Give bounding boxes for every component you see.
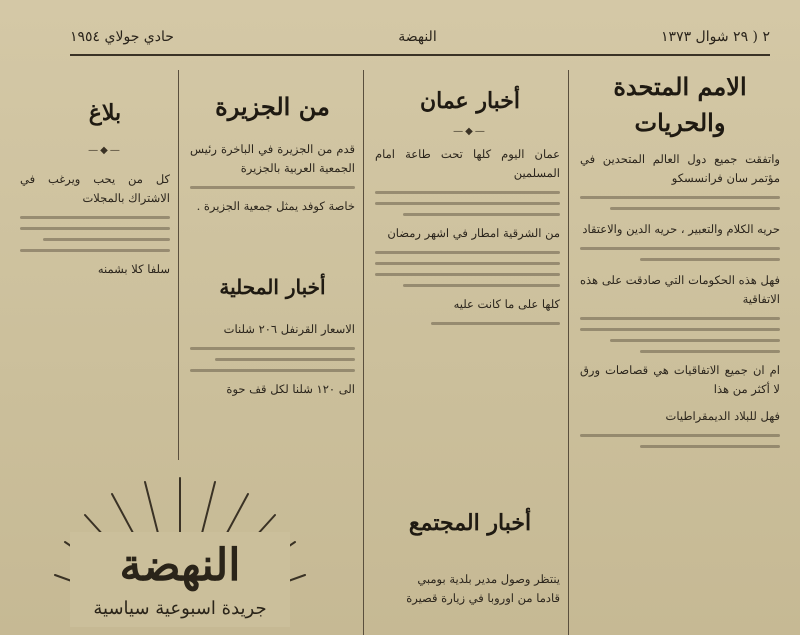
- column-divider: [568, 70, 569, 635]
- issue-date-hijri: ٢ ( ٢٩ شوال ١٣٧٣: [661, 29, 770, 45]
- oman-article: [375, 145, 560, 333]
- newspaper-name-header: النهضة: [398, 29, 437, 45]
- local-snippet: الى ١٢٠ شلنا لكل قف حوة: [226, 382, 355, 396]
- un-headline: الامم المتحدة: [613, 72, 747, 101]
- society-snippet: ينتظر وصول مدير بلدية بومبي: [417, 572, 560, 586]
- column-divider: [178, 70, 179, 460]
- jazira-headline: من الجزيرة: [215, 92, 330, 121]
- un-snippet: ام ان جميع الاتفاقيات هي قصاصات ورق لا أكثر من هذا: [580, 363, 780, 396]
- logo-subtitle: جريدة اسبوعية سياسية: [93, 598, 267, 619]
- un-article: [580, 150, 780, 456]
- masthead-logo: [50, 470, 310, 635]
- jazira-snippet: خاصة كوفد يمثل جمعية الجزيرة .: [196, 199, 355, 213]
- oman-headline: أخبار عمان: [419, 88, 521, 114]
- column-divider: [363, 70, 364, 635]
- jazira-article: [190, 140, 355, 216]
- ornament: —◆—: [453, 126, 487, 137]
- society-snippet: قادما من اوروبا في زيارة قصيرة: [406, 591, 560, 605]
- oman-snippet: من الشرقية امطار في اشهر رمضان: [387, 226, 560, 240]
- notice-snippet: كل من يحب ويرغب في الاشتراك بالمجلات: [20, 172, 170, 205]
- un-snippet: فهل للبلاد الديمقراطيات: [665, 409, 780, 423]
- un-snippet: واتفقت جميع دول العالم المتحدين في مؤتمر سان فرانسسكو: [580, 152, 780, 185]
- society-headline: أخبار المجتمع: [408, 510, 532, 536]
- society-article: [375, 570, 560, 608]
- local-headline: أخبار المحلية: [219, 275, 326, 299]
- jazira-snippet: قدم من الجزيرة في الباخرة رئيس الجمعية العربية بالجزيرة: [190, 142, 355, 175]
- notice-headline: بلاغ: [88, 100, 122, 126]
- oman-snippet: عمان اليوم كلها تحت طاعة امام المسلمين: [375, 147, 560, 180]
- oman-snippet: كلها على ما كانت عليه: [453, 297, 560, 311]
- issue-date-gregorian: حادي جولاي ١٩٥٤: [70, 29, 174, 45]
- un-headline-2: والحريات: [634, 108, 726, 137]
- notice-snippet: سلفا كلا بشمنه: [97, 262, 170, 276]
- un-snippet: حريه الكلام والتعبير ، حريه الدين والاعتقاد: [582, 222, 780, 236]
- local-article: [190, 320, 355, 399]
- logo-title: النهضة: [119, 540, 241, 591]
- ornament: —◆—: [88, 145, 122, 156]
- masthead: [70, 18, 770, 56]
- masthead-rule: [70, 54, 770, 56]
- un-snippet: فهل هذه الحكومات التي صادقت على هذه الاتفاقية: [580, 273, 780, 306]
- notice-article: [20, 170, 170, 279]
- local-snippet: الاسعار القرنفل ٢٠٦ شلنات: [223, 322, 355, 336]
